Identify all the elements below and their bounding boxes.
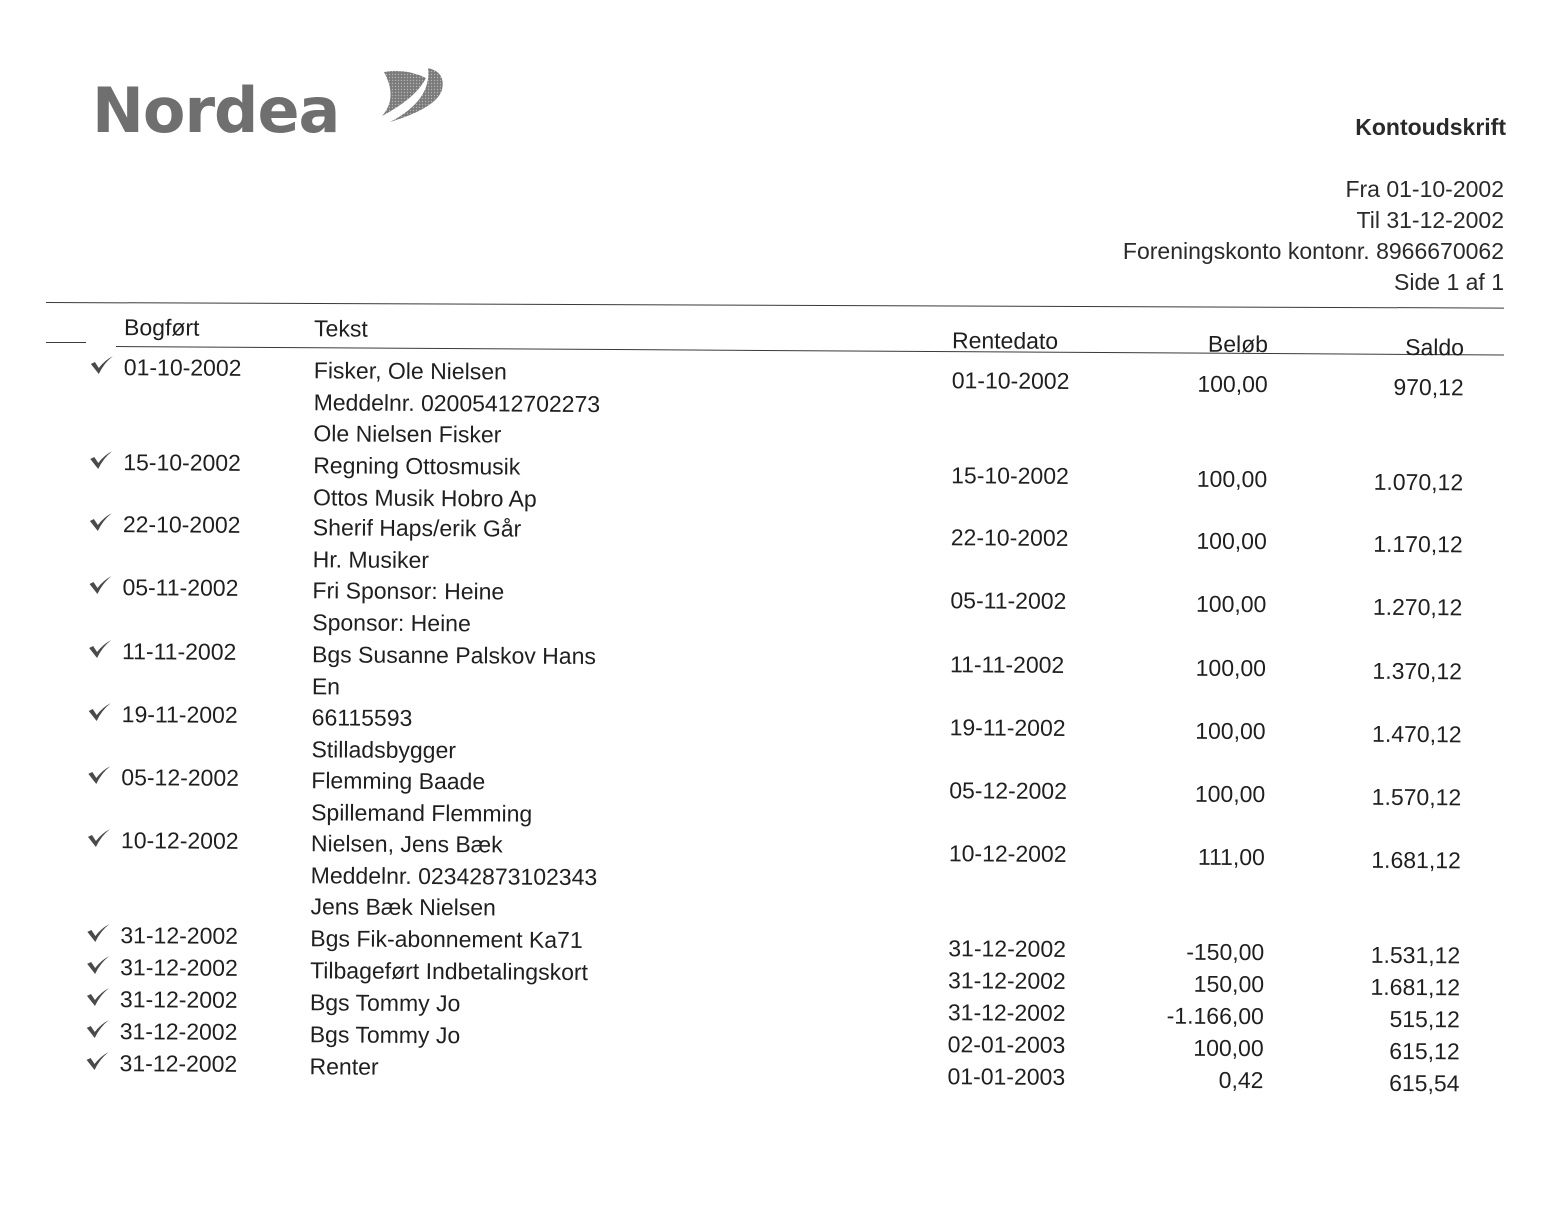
amount: 100,00 [1196, 527, 1267, 555]
amount: 100,00 [1196, 465, 1268, 493]
transaction-text [311, 702, 456, 766]
bogfort-date: 15-10-2002 [123, 449, 241, 476]
bogfort-date: 05-12-2002 [121, 764, 240, 791]
period-to: Til 31-12-2002 [1356, 207, 1504, 233]
rentedato-date: 02-01-2003 [947, 1031, 1066, 1058]
transaction-text [312, 575, 504, 639]
amount: 0,42 [1218, 1066, 1264, 1094]
checkmark-icon [86, 987, 110, 1007]
text-line: Sponsor: Heine [312, 608, 471, 636]
text-line: Meddelnr. 02342873102343 [310, 861, 598, 890]
rentedato-date: 31-12-2002 [948, 935, 1067, 962]
transaction-text [310, 955, 588, 988]
text-line: Renter [309, 1053, 379, 1080]
table-row [0, 824, 1565, 921]
logo-wordmark: Nordea [92, 74, 340, 147]
rentedato-date: 05-11-2002 [950, 587, 1067, 614]
text-line: Bgs Tommy Jo [309, 989, 461, 1017]
bogfort-date: 10-12-2002 [120, 827, 239, 854]
rentedato-date: 05-12-2002 [949, 777, 1067, 804]
amount: -1.166,00 [1166, 1002, 1264, 1030]
column-header-rentedato: Rentedato [951, 327, 1059, 354]
document-title: Kontoudskrift [1355, 114, 1506, 140]
rentedato-date: 01-01-2003 [947, 1063, 1066, 1090]
rentedato-date: 22-10-2002 [950, 524, 1069, 551]
bogfort-date: 22-10-2002 [122, 511, 241, 538]
amount: -150,00 [1186, 938, 1265, 966]
transaction-text [311, 765, 533, 829]
bogfort-date: 31-12-2002 [119, 1018, 238, 1045]
balance: 1.170,12 [1373, 530, 1463, 558]
page-number: Side 1 af 1 [1394, 269, 1504, 295]
balance: 1.681,12 [1370, 973, 1461, 1001]
checkmark-icon [87, 765, 111, 785]
text-line: Bgs Susanne Palskov Hans [312, 641, 596, 670]
balance: 515,12 [1389, 1005, 1460, 1033]
text-line: Regning Ottosmusik [313, 452, 521, 480]
table-row [0, 508, 1567, 573]
checkmark-icon [86, 955, 110, 975]
table-row [0, 698, 1566, 763]
balance: 615,12 [1389, 1037, 1460, 1065]
checkmark-icon [86, 1051, 110, 1071]
rentedato-date: 10-12-2002 [948, 840, 1067, 867]
table-row [0, 446, 1567, 512]
period-from: Fra 01-10-2002 [1345, 176, 1504, 202]
transaction-text [313, 450, 537, 514]
bogfort-date: 31-12-2002 [120, 954, 238, 981]
text-line: Ole Nielsen Fisker [313, 420, 502, 448]
text-line: Sherif Haps/erik Går [312, 514, 522, 542]
text-line: Hr. Musiker [312, 545, 430, 573]
text-line: Jens Bæk Nielsen [310, 893, 496, 921]
rentedato-date: 31-12-2002 [948, 967, 1066, 994]
transaction-text [312, 639, 596, 704]
text-line: 66115593 [311, 704, 413, 731]
amount: 100,00 [1195, 654, 1267, 682]
text-line: Flemming Baade [311, 767, 486, 795]
rentedato-date: 15-10-2002 [951, 462, 1069, 489]
bogfort-date: 31-12-2002 [120, 922, 239, 949]
bogfort-date: 19-11-2002 [121, 701, 238, 728]
balance: 1.070,12 [1373, 468, 1464, 496]
amount: 100,00 [1197, 370, 1268, 398]
balance: 615,54 [1389, 1069, 1460, 1097]
transaction-text [310, 828, 597, 924]
bogfort-date: 31-12-2002 [119, 1050, 238, 1077]
table-row [0, 351, 1568, 448]
text-line: Stilladsbygger [311, 735, 457, 763]
bogfort-date: 11-11-2002 [122, 638, 237, 665]
bogfort-date: 31-12-2002 [119, 986, 238, 1013]
transaction-text [309, 1051, 378, 1083]
checkmark-icon [89, 450, 113, 470]
text-line: Bgs Tommy Jo [309, 1021, 461, 1049]
amount: 100,00 [1194, 780, 1266, 808]
checkmark-icon [86, 923, 110, 943]
table-row [0, 635, 1566, 699]
checkmark-icon [88, 639, 112, 659]
amount: 100,00 [1193, 1034, 1264, 1062]
column-header-belob: Beløb [1207, 330, 1269, 358]
table-row [0, 761, 1565, 827]
rentedato-date: 01-10-2002 [951, 367, 1070, 394]
text-line: Tilbageført Indbetalingskort [310, 957, 589, 985]
amount: 111,00 [1197, 843, 1265, 871]
balance: 1.470,12 [1372, 720, 1462, 748]
account-number: Foreningskonto kontonr. 8966670062 [1122, 238, 1504, 264]
transaction-text [313, 512, 522, 576]
checkmark-icon [88, 575, 112, 595]
text-line: Ottos Musik Hobro Ap [312, 483, 537, 512]
column-header-bogfort: Bogført [123, 314, 200, 341]
transaction-text [310, 1019, 461, 1051]
column-header-saldo: Saldo [1405, 333, 1465, 361]
checkmark-icon [88, 702, 112, 722]
text-line: Spillemand Flemming [311, 798, 533, 827]
table-row [0, 571, 1567, 636]
transaction-text [310, 987, 461, 1019]
rentedato-date: 19-11-2002 [949, 714, 1066, 741]
column-header-tekst: Tekst [313, 315, 368, 342]
bogfort-date: 05-11-2002 [122, 574, 239, 601]
rentedato-date: 11-11-2002 [949, 651, 1065, 678]
table-row [0, 919, 1564, 969]
checkmark-icon [86, 1019, 110, 1039]
bogfort-date: 01-10-2002 [123, 354, 242, 381]
balance: 1.570,12 [1371, 783, 1462, 811]
balance: 1.370,12 [1372, 657, 1463, 685]
balance: 1.270,12 [1372, 593, 1463, 621]
text-line: Fisker, Ole Nielsen [313, 357, 507, 385]
transaction-text [313, 355, 600, 451]
text-line: Nielsen, Jens Bæk [310, 830, 503, 858]
transaction-text [310, 923, 583, 956]
rentedato-date: 31-12-2002 [947, 999, 1066, 1026]
checkmark-icon [87, 828, 111, 848]
amount: 100,00 [1195, 590, 1267, 618]
text-line: Meddelnr. 02005412702273 [313, 388, 601, 417]
amount: 150,00 [1193, 970, 1265, 998]
amount: 100,00 [1195, 717, 1266, 745]
balance: 1.531,12 [1370, 941, 1461, 969]
text-line: Fri Sponsor: Heine [312, 577, 505, 605]
checkmark-icon [90, 355, 114, 375]
balance: 970,12 [1393, 373, 1464, 401]
text-line: En [311, 672, 341, 699]
text-line: Bgs Fik-abonnement Ka71 [310, 925, 583, 953]
checkmark-icon [89, 512, 113, 532]
balance: 1.681,12 [1371, 846, 1461, 874]
